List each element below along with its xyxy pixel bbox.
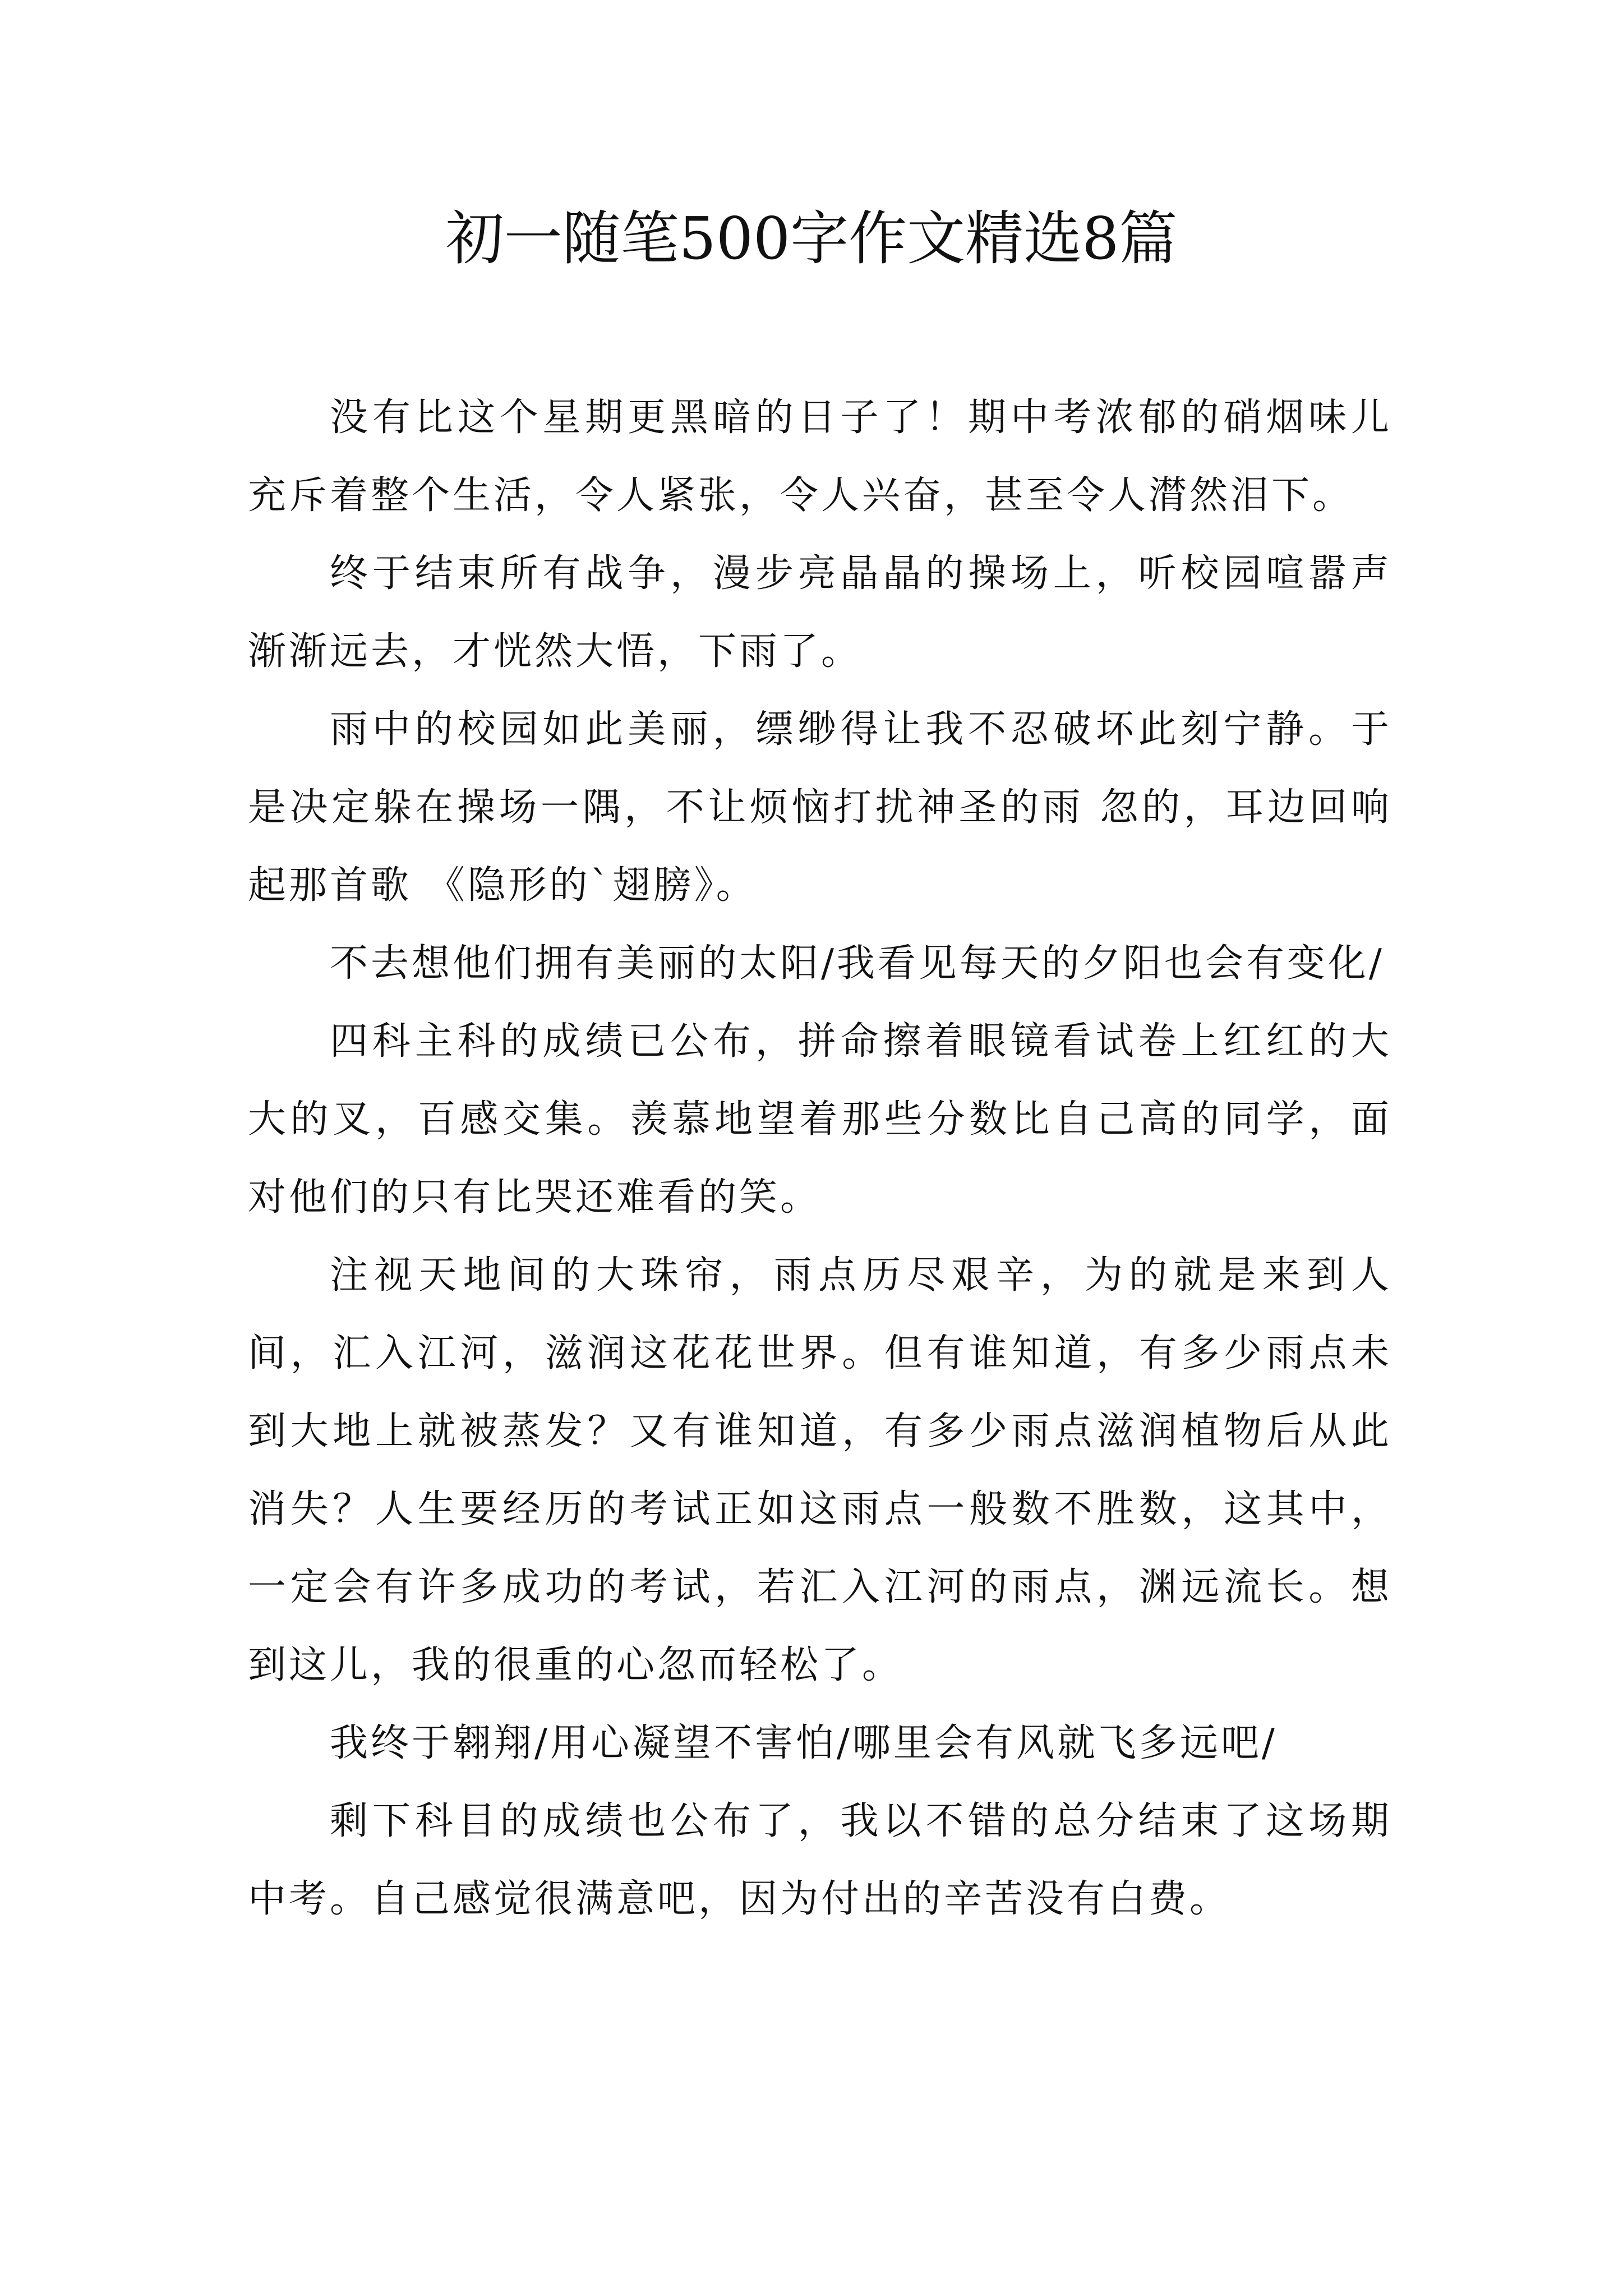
document-body <box>248 379 1392 1938</box>
paragraph: 终于结束所有战争，漫步亮晶晶的操场上，听校园喧嚣声渐渐远去，才恍然大悟，下雨了。 <box>248 551 1392 674</box>
paragraph: 雨中的校园如此美丽，缥缈得让我不忍破坏此刻宁静。于是决定躲在操场一隅，不让烦恼打扰神圣的雨 忽的，耳边回响起那首歌 《隐形的`翅膀》。 <box>248 707 1392 908</box>
paragraph: 注视天地间的大珠帘，雨点历尽艰辛，为的就是来到人间，汇入江河，滋润这花花世界。但有谁知道，有多少雨点未到大地上就被蒸发？又有谁知道，有多少雨点滋润植物后从此消失？人生要经历的考试正如这雨点一般数不胜数，这其中，一定会有许多成功的考试，若汇入江河的雨点，渊远流长。想到这儿，我的很重的心忽而轻松了。 <box>248 1253 1392 1687</box>
paragraph: 四科主科的成绩已公布，拼命擦着眼镜看试卷上红红的大大的叉，百感交集。羡慕地望着那些分数比自己高的同学，面对他们的只有比哭还难看的笑。 <box>248 1019 1392 1220</box>
document-title: 初一随笔500字作文精选8篇 <box>445 204 1178 273</box>
paragraph: 剩下科目的成绩也公布了，我以不错的总分结束了这场期中考。自己感觉很满意吧，因为付出的辛苦没有白费。 <box>248 1799 1392 1921</box>
paragraph: 不去想他们拥有美丽的太阳/我看见每天的夕阳也会有变化/ <box>330 941 1385 986</box>
paragraph: 没有比这个星期更黑暗的日子了！期中考浓郁的硝烟味儿充斥着整个生活，令人紧张，令人兴奋，甚至令人潸然泪下。 <box>248 395 1392 518</box>
paragraph: 我终于翱翔/用心凝望不害怕/哪里会有风就飞多远吧/ <box>330 1721 1278 1765</box>
